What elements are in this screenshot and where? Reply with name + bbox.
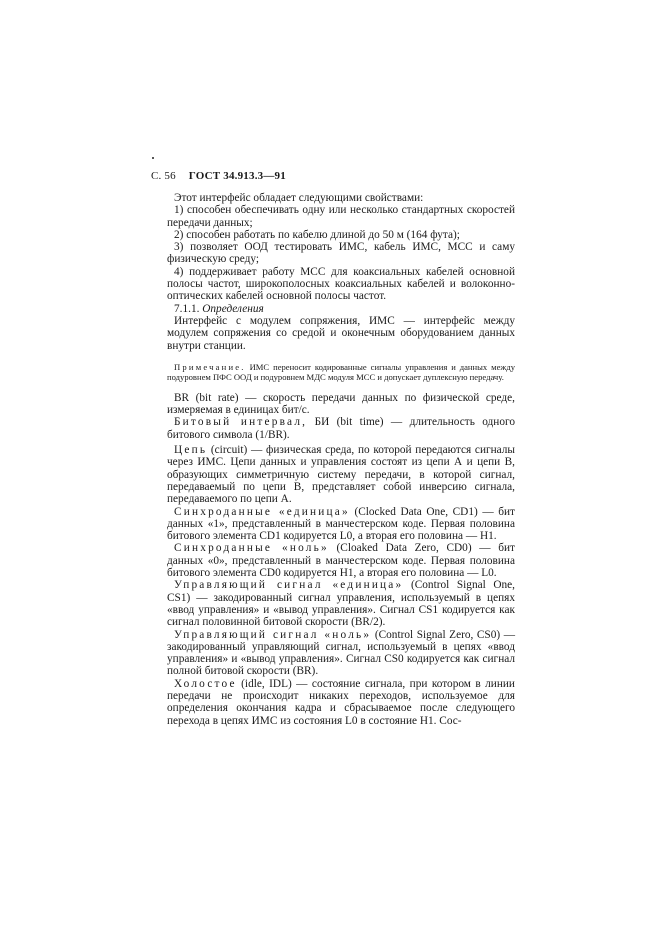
definition-idle — [167, 678, 515, 727]
definition-bit-time — [167, 416, 515, 441]
definition-term: Синхроданные «единица» — [174, 505, 350, 518]
list-item-2: 2) способен работать по кабелю длиной до 50 м (164 фута); — [174, 228, 460, 241]
intro-paragraph: Этот интерфейс обладает следующими свойствами: — [174, 192, 424, 204]
definition-br — [167, 392, 515, 417]
definition-term: Холостое — [174, 677, 237, 690]
definition-term: Синхроданные «ноль» — [174, 542, 329, 555]
definition-cd0 — [167, 542, 515, 579]
document-body — [167, 192, 515, 727]
page-number: С. 56 — [151, 170, 176, 182]
definition-term: Управляющий сигнал «ноль» — [174, 628, 372, 641]
note-label: Примечание. — [174, 361, 246, 372]
page-mark — [152, 157, 154, 159]
definition-text: (circuit) — физическая среда, по которой передаются сигналы через ИМС. Цепи данных и управления состоят из цепи А и цепи В, образующих симметричную систему передачи, в которой сигнал, передаваемый по цепи В, представляет собой инверсию сигнала, передаваемого по цепи А. — [167, 444, 516, 506]
interface-definition: Интерфейс с модулем сопряжения, ИМС — интерфейс между модулем сопряжения со средой и оконечным оборудованием данных внутри станции. — [167, 314, 515, 352]
page-header — [151, 170, 286, 182]
definition-text: (bit rate) — скорость передачи данных по физической среде, измеряемая в единицах бит/с. — [167, 391, 515, 417]
standard-code: ГОСТ 34.913.3—91 — [188, 170, 286, 182]
list-item-4: 4) поддерживает работу МСС для коаксиальных кабелей основной полосы частот, широкополосных коаксиальных кабелей и волоконно-оптических кабелей основной полосы частот. — [167, 265, 515, 303]
definition-text: БИ (bit time) — длительность одного битового символа (1/BR). — [167, 416, 515, 441]
definition-cs1 — [167, 579, 515, 628]
definition-text: (Clocked Data One, CD1) — бит данных «1», представленный в манчестерском коде. Первая половина битового элемента CD1 кодируется L0, а вторая его половина — H1. — [167, 505, 515, 543]
list-item-1: 1) способен обеспечивать одну или несколько стандартных скоростей передачи данных; — [167, 204, 515, 229]
definition-term: Управляющий сигнал «единица» — [174, 579, 404, 592]
section-heading — [167, 303, 515, 315]
definition-term: Цепь — [174, 444, 208, 457]
section-title: Определения — [202, 302, 264, 315]
definition-text: (Control Signal One, CS1) — закодированный сигнал управления, используемый в цепях «ввод управления» и «вывод управления». Сигнал CS1 кодируется как сигнал половинной битовой скорости (BR/2). — [167, 579, 515, 629]
list-item-3: 3) позволяет ООД тестировать ИМС, кабель ИМС, МСС и саму физическую среду; — [167, 241, 515, 266]
definition-text: (Cloaked Data Zero, CD0) — бит данных «0», представленный в манчестерском коде. Первая половина битового элемента CD0 кодируется H1, а вторая его половина — L0. — [167, 542, 515, 580]
definition-term: Битовый интервал, — [174, 416, 308, 429]
definition-circuit — [167, 444, 515, 505]
definition-cs0 — [167, 629, 515, 678]
note-paragraph — [167, 362, 515, 382]
definition-text: (idle, IDL) — состояние сигнала, при котором в линии передачи не происходит никаких переходов, используемое для определения окончания кадра и сбрасываемое после следующего перехода в цепях ИМС из состояния L0 в состояние H1. Сос- — [167, 677, 515, 727]
section-number: 7.1.1. — [174, 302, 200, 315]
definition-text: (Control Signal Zero, CS0) — закодированный управляющий сигнал, используемый в цепях «ввод управления» и «вывод управления». Сигнал CS0 кодируется как сигнал полной битовой скорости (BR). — [167, 628, 516, 678]
definition-term: BR — [174, 391, 190, 404]
note-text: ИМС переносит кодированные сигналы управления и данных между подуровнем ПФС ООД и подуровнем МДС модуля МСС и допускает дуплексную передачу. — [167, 361, 515, 382]
definition-cd1 — [167, 506, 515, 543]
